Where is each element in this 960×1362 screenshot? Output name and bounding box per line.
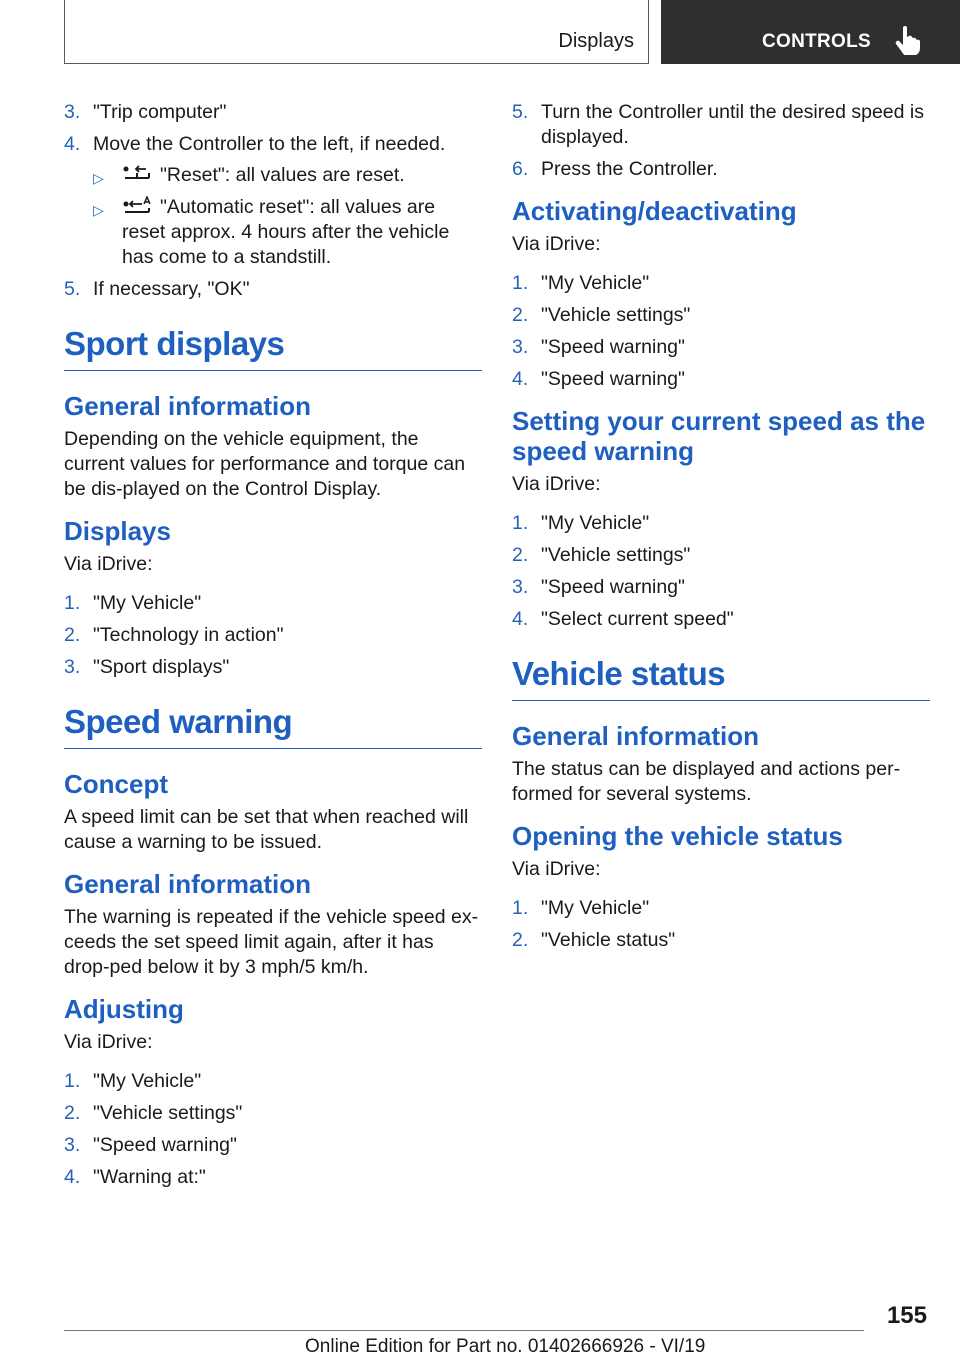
header-chapter-tab xyxy=(661,0,960,64)
opening-via: Via iDrive: xyxy=(512,858,601,880)
status-general-heading: General information xyxy=(512,721,760,751)
footer-edition: Online Edition for Part no. 01402666926 - VI/19 xyxy=(305,1336,706,1357)
list-item: ▷ "Reset": all values are reset. xyxy=(93,163,482,188)
reset-options xyxy=(93,163,482,270)
setting-heading: Setting your current speed as the speed warning xyxy=(512,406,926,466)
speed-warning-title: Speed warning xyxy=(64,702,482,749)
list-item: 1. "My Vehicle" xyxy=(64,1070,202,1092)
list-item: 1. "My Vehicle" xyxy=(512,272,650,294)
header-chapter-title: CONTROLS xyxy=(762,31,872,52)
list-item: 2. "Vehicle settings" xyxy=(512,304,691,326)
reset-icon xyxy=(122,164,152,184)
list-item: 5. Turn the Controller until the desired speed is displayed. xyxy=(512,101,924,148)
setting-via: Via iDrive: xyxy=(512,473,601,495)
status-general-text: The status can be displayed and actions per-formed for several systems. xyxy=(512,758,901,805)
adjusting-via: Via iDrive: xyxy=(64,1031,153,1053)
displays-steps xyxy=(64,591,482,680)
list-item: 2. "Vehicle settings" xyxy=(512,544,691,566)
adjusting-steps-cont xyxy=(512,100,930,182)
displays-via: Via iDrive: xyxy=(64,553,153,575)
adjusting-steps xyxy=(64,1069,482,1190)
list-item: 4. "Speed warning" xyxy=(512,368,685,390)
list-item: 3. "Speed warning" xyxy=(512,576,685,598)
bullet-triangle-icon: ▷ xyxy=(93,202,104,218)
automatic-reset-icon xyxy=(122,196,152,216)
list-item: 3. "Speed warning" xyxy=(64,1134,237,1156)
page-number: 155 xyxy=(886,1302,927,1329)
trip-steps-cont xyxy=(64,277,482,302)
list-item: 4. "Warning at:" xyxy=(64,1166,206,1188)
list-item: 1. "My Vehicle" xyxy=(512,897,650,919)
list-item: 5. If necessary, "OK" xyxy=(64,278,250,300)
trip-steps xyxy=(64,100,482,157)
speed-general-heading: General information xyxy=(64,869,312,899)
right-column xyxy=(512,100,930,960)
list-item: 1. "My Vehicle" xyxy=(64,592,202,614)
header-section-title: Displays xyxy=(558,30,634,52)
left-column xyxy=(64,100,482,1197)
sport-general-heading: General information xyxy=(64,391,312,421)
activating-steps xyxy=(512,271,930,392)
list-item: 2. "Vehicle status" xyxy=(512,929,676,951)
hand-pointer-icon xyxy=(895,25,921,55)
list-item: ▷ "Automatic reset": all values are reset approx. 4 hours after the vehicle has come to a standstill. xyxy=(93,196,450,268)
speed-general-text: The warning is repeated if the vehicle speed ex-ceeds the set speed limit again, after it has drop-ped below it by 3 mph/5 km/h. xyxy=(64,906,479,978)
list-item: 2. "Vehicle settings" xyxy=(64,1102,243,1124)
list-item: 3. "Trip computer" xyxy=(64,101,227,123)
sport-general-text: Depending on the vehicle equipment, the current values for performance and torque can be dis-played on the Control Display. xyxy=(64,428,466,500)
opening-heading: Opening the vehicle status xyxy=(512,821,843,851)
list-item: 3. "Sport displays" xyxy=(64,656,230,678)
concept-heading: Concept xyxy=(64,769,168,799)
activating-heading: Activating/deactivating xyxy=(512,196,797,226)
concept-text: A speed limit can be set that when reached will cause a warning to be issued. xyxy=(64,806,469,853)
adjusting-heading: Adjusting xyxy=(64,994,184,1024)
list-item: 1. "My Vehicle" xyxy=(512,512,650,534)
sport-displays-title: Sport displays xyxy=(64,324,482,371)
footer-divider xyxy=(64,1330,864,1331)
bullet-triangle-icon: ▷ xyxy=(93,170,104,186)
list-item: 3. "Speed warning" xyxy=(512,336,685,358)
displays-heading: Displays xyxy=(64,516,171,546)
opening-steps xyxy=(512,896,930,953)
header-section-tab xyxy=(64,0,649,64)
list-item: 6. Press the Controller. xyxy=(512,158,718,180)
activating-via: Via iDrive: xyxy=(512,233,601,255)
vehicle-status-title: Vehicle status xyxy=(512,654,930,701)
list-item: 2. "Technology in action" xyxy=(64,624,284,646)
list-item: 4. "Select current speed" xyxy=(512,608,734,630)
setting-steps xyxy=(512,511,930,632)
list-item: 4. Move the Controller to the left, if needed. xyxy=(64,133,446,155)
